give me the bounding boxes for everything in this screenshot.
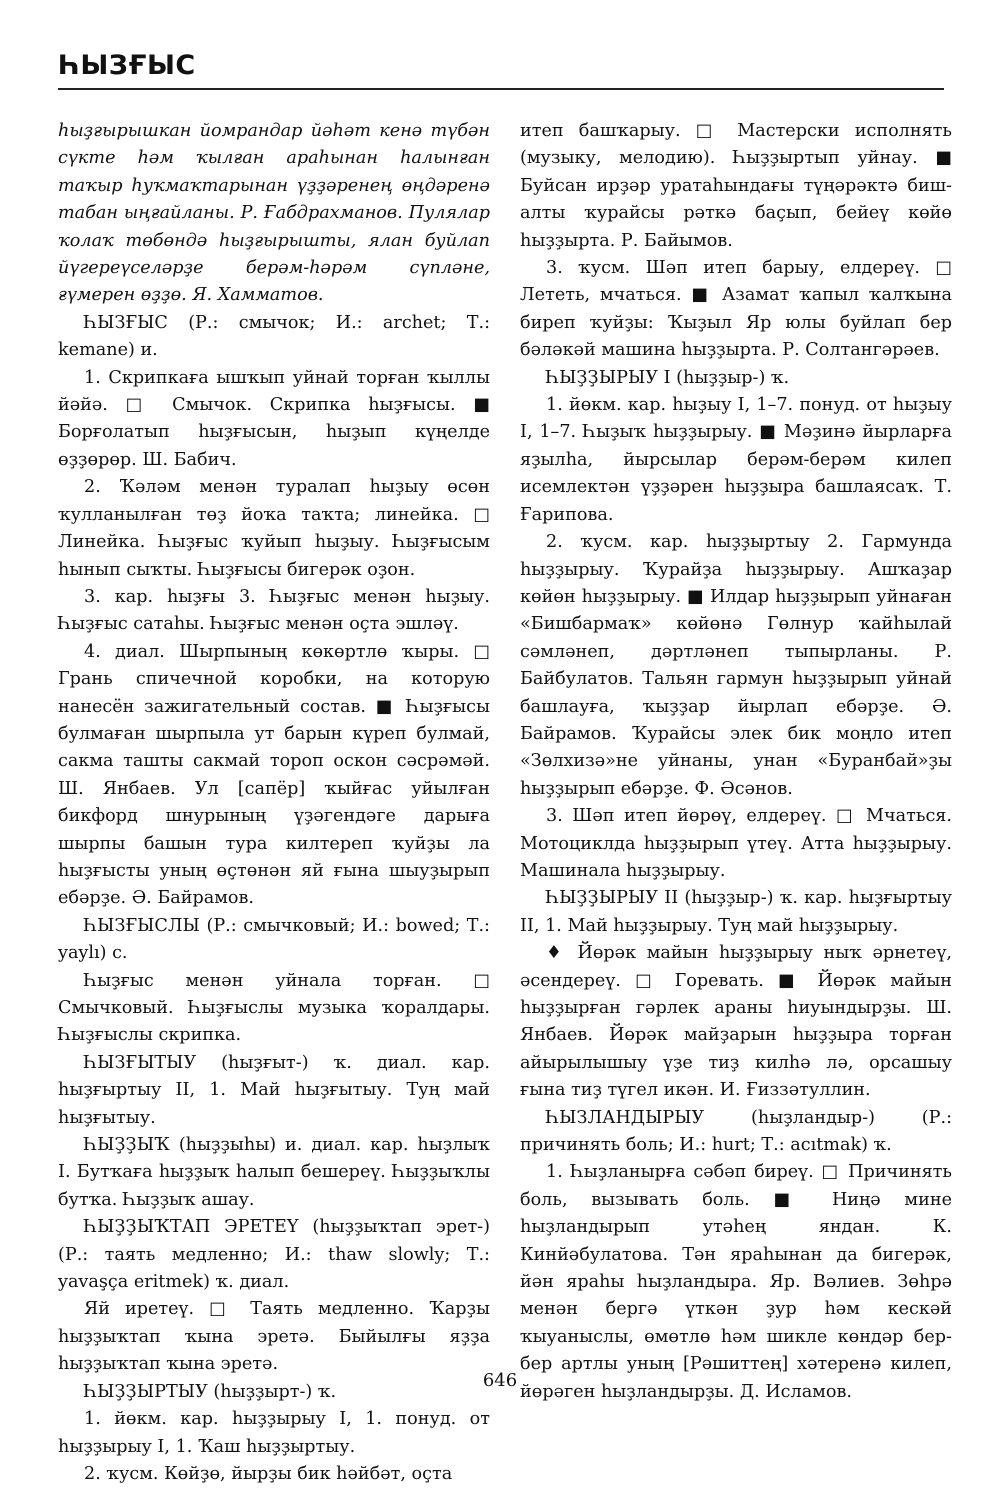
sense: Яй иретеү. □ Таять медленно. Ҡарҙы һыҙҙыҡтап ҡына эретә. Быйылғы яҙҙа һыҙҙыҡтап ҡына эретә. (58, 1299, 490, 1375)
right-column (520, 118, 952, 1406)
sense: 1. Скрипкаға ышҡып уйнай торған ҡыллы йәйә. □ Смычок. Скрипка һыҙғысы. ■ Борғолатып һыҙғысын, һыҙып күңелде өҙҙөрөр. Ш. Бабич. (58, 367, 490, 470)
entry-text: итеп башҡарыу. □ Мастерски исполнять (музыку, мелодию). Һыҙҙыртып уйнау. ■ Буйсан ирҙәр уратаһындағы түңәрәктә биш-алты ҡурайсы рәткә баҫып, бейеү көйө һыҙҙырта. Р. Байымов. (520, 121, 952, 251)
page-number: 646 (482, 1370, 518, 1391)
sense: 1. йөкм. кар. һыҙыу I, 1–7. понуд. от һыҙыу I, 1–7. Һыҙыҡ һыҙҙырыу. ■ Мәҙинә йырларға яҙылһа, йырсылар берәм-берәм килеп исемлектән үҙҙәрен һыҙҙыра башлаясаҡ. Т. Ғарипова. (520, 395, 952, 525)
sense: 2. ҡусм. кар. һыҙҙыртыу 2. Гармунда һыҙҙырыу. Ҡурайҙа һыҙҙырыу. Ашҡаҙар көйөн һыҙҙырыу. ■ Илдар һыҙҙырып уйнаған «Бишбармаҡ» көйөнә Гөлнур ҡайһылай сәмләнеп, дәртләнеп тыпырланы. Р. Байбулатов. Тальян гармун һыҙҙырып уйнай башлауға, ҡыҙҙар йырлап ебәрҙе. Ә. Байрамов. Ҡурайсы элек бик моңло итеп «Зөлхизә»не уйнаны, унан «Буранбай»ҙы һыҙҙырып ебәрҙе. Ф. Әсәнов. (520, 532, 952, 799)
sense: 1. йөкм. кар. һыҙҙырыу I, 1. понуд. от һыҙҙырыу I, 1. Ҡаш һыҙҙыртыу. (58, 1409, 490, 1457)
headword-entry: ҺЫЗҒЫСЛЫ (Р.: смычковый; И.: bowed; Т.: yaylı) с. (58, 915, 490, 964)
sense: 2. Ҡәләм менән туралап һыҙыу өсөн ҡулланылған төҙ йоҡа таҡта; линейка. □ Линейка. Һыҙғыс ҡуйып һыҙыу. Һыҙғысым һынып сыҡты. Һыҙғысы бигерәк оҙон. (58, 477, 490, 580)
idiom-entry: ♦ Йөрәк майын һыҙҙырыу ныҡ әрнетеү, әсендереү. □ Горевать. ■ Йөрәк майын һыҙҙырған гәрлек араны һиуындырҙы. Ш. Янбаев. Йөрәк майҙарын һыҙҙыра торған айырылышыу үҙе тиҙ килһә лә, орсашыу ғына тиҙ түгел икән. И. Ғиззәтуллин. (520, 943, 952, 1101)
sense: 3. ҡусм. Шәп итеп барыу, елдереү. □ Лететь, мчаться. ■ Азамат ҡапыл ҡалҡына биреп ҡуйҙы: Ҡыҙыл Яр юлы буйлап бер бәләкәй машина һыҙҙырта. Р. Солтангәрәев. (520, 258, 952, 361)
left-column (58, 118, 490, 1488)
sense: 1. Һыҙланырға сәбәп биреү. □ Причинять боль, вызывать боль. ■ Ниңә мине һыҙландырып утәһең яндан. К. Кинйәбулатова. Тән яраһынан да бигерәк, йән яраһы һыҙландыра. Яр. Вәлиев. Зөһрә менән бергә үткән ҙур һәм кескәй ҡыуаныслы, өмөтлө һәм шикле көндәр бер-бер артлы уның [Рәшиттең] хәтеренә килеп, йөрәген һыҙландырҙы. Д. Исламов. (520, 1162, 952, 1402)
headword-entry: ҺЫҘҘЫҠ (һыҙҙыһы) и. диал. кар. һыҙлыҡ I. Бутҡаға һыҙҙыҡ һалып бешереү. Һыҙҙыҡлы бутҡа. Һыҙҙыҡ ашау. (58, 1135, 490, 1210)
sense: 4. диал. Шырпының көкөртлө ҡыры. □ Грань спичечной коробки, на которую нанесён зажигательный состав. ■ Һыҙғысы булмаған шырпыла ут барын күреп булмай, сакма ташты сакмай тороп оскон сәсрәмәй. Ш. Янбаев. Ул [сапёр] ҡыйғас уйылған бикфорд шнурының үҙәгендәге дарыға шырпы башын тура килтереп ҡуйҙы ла һыҙғысты уның өҫтөнән яй ғына шыуҙырып ебәрҙе. Ә. Байрамов. (58, 641, 490, 909)
header-rule (58, 88, 944, 90)
sense: 3. Шәп итеп йөрөү, елдереү. □ Мчаться. Мотоциклда һыҙҙырып үтеү. Атта һыҙҙырыу. Машинала һыҙҙырыу. (520, 806, 952, 881)
sense: 3. кар. һыҙғы 3. Һыҙғыс менән һыҙыу. Һыҙғыс сатаһы. Һыҙғыс менән оҫта эшләү. (58, 586, 490, 635)
headword-entry: ҺЫҘҘЫҠТАП ЭРЕТЕҮ (һыҙҙыҡтап эрет-) (Р.: таять медленно; И.: thaw slowly; Т.: yavaşça eritmek) ҡ. диал. (58, 1217, 490, 1293)
headword-entry: ҺЫЗЛАНДЫРЫУ (һыҙландыр-) (Р.: причинять боль; И.: hurt; Т.: acıtmak) ҡ. (520, 1107, 952, 1156)
headword-entry: ҺЫЗҒЫТЫУ (һыҙғыт-) ҡ. диал. кар. һыҙғыртыу II, 1. Май һыҙғытыу. Туң май һыҙғытыу. (58, 1052, 490, 1128)
sense: 2. ҡусм. Көйҙө, йырҙы бик һәйбәт, оҫта (84, 1463, 453, 1484)
running-head: ҺЫЗҒЫС (58, 50, 196, 81)
headword-entry: ҺЫҘҘЫРТЫУ (һыҙҙырт-) ҡ. (84, 1381, 337, 1402)
entry-text: һыҙғырышкан йомрандар йәһәт кенә түбән сүкте һәм ҡылған араһынан һалынған таҡыр һуҡмаҡтарынан үҙҙәренең өңдәренә табан ыңғайланы. Р. Ғабдрахманов. Пулялар ҡолаҡ төбөндә һыҙғырышты, ялан буйлап йүгереүселәрҙе берәм-һәрәм сүпләне, ғүмерен өҙҙө. Я. Хамматов. (58, 121, 490, 306)
headword-entry: ҺЫҘҘЫРЫУ I (һыҙҙыр-) ҡ. (546, 367, 790, 388)
headword-entry: ҺЫҘҘЫРЫУ II (һыҙҙыр-) ҡ. кар. һыҙғыртыу II, 1. Май һыҙҙырыу. Туң май һыҙҙырыу. (520, 888, 952, 936)
sense: Һыҙғыс менән уйнала торған. □ Смычковый. Һыҙғыслы музыка ҡоралдары. Һыҙғыслы скрипка. (58, 970, 490, 1046)
headword-entry: ҺЫЗҒЫС (Р.: смычок; И.: archet; Т.: kemane) и. (58, 312, 490, 361)
